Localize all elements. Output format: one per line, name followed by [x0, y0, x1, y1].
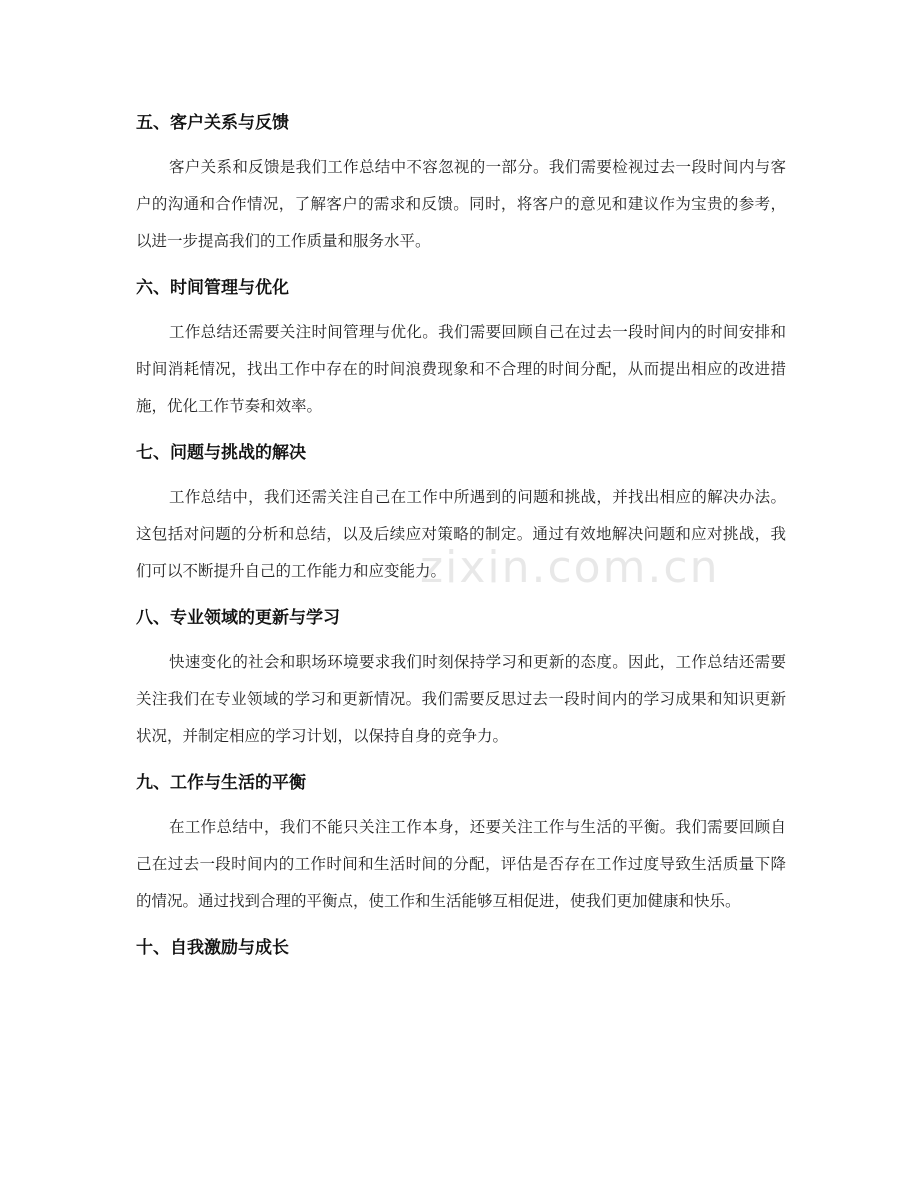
section-body-9: 在工作总结中，我们不能只关注工作本身，还要关注工作与生活的平衡。我们需要回顾自己在过去一段时间内的工作时间和生活时间的分配，评估是否存在工作过度导致生活质量下降的情况。通过找到合理的平衡点，使工作和生活能够互相促进，使我们更加健康和快乐。 — [136, 818, 786, 910]
section-body-6: 工作总结还需要关注时间管理与优化。我们需要回顾自己在过去一段时间内的时间安排和时间消耗情况，找出工作中存在的时间浪费现象和不合理的时间分配，从而提出相应的改进措施，优化工作节奏和效率。 — [136, 323, 786, 415]
section-body-8: 快速变化的社会和职场环境要求我们时刻保持学习和更新的态度。因此，工作总结还需要关注我们在专业领域的学习和更新情况。我们需要反思过去一段时间内的学习成果和知识更新状况，并制定相应的学习计划，以保持自身的竞争力。 — [136, 653, 786, 745]
section-heading-8: 八、专业领域的更新与学习 — [136, 608, 340, 628]
section-heading-10: 十、自我激励与成长 — [136, 938, 289, 958]
section-heading-9: 九、工作与生活的平衡 — [136, 773, 306, 793]
section-body-7: 工作总结中，我们还需关注自己在工作中所遇到的问题和挑战，并找出相应的解决办法。这包括对问题的分析和总结，以及后续应对策略的制定。通过有效地解决问题和应对挑战，我们可以不断提升自己的工作能力和应变能力。 — [136, 488, 786, 580]
section-heading-6: 六、时间管理与优化 — [136, 278, 289, 298]
section-body-5: 客户关系和反馈是我们工作总结中不容忽视的一部分。我们需要检视过去一段时间内与客户的沟通和合作情况，了解客户的需求和反馈。同时，将客户的意见和建议作为宝贵的参考，以进一步提高我们的工作质量和服务水平。 — [136, 158, 786, 250]
watermark: zixin.com.cn — [420, 542, 720, 593]
document-content — [136, 106, 786, 965]
section-heading-5: 五、客户关系与反馈 — [136, 113, 289, 133]
section-heading-7: 七、问题与挑战的解决 — [136, 443, 306, 463]
